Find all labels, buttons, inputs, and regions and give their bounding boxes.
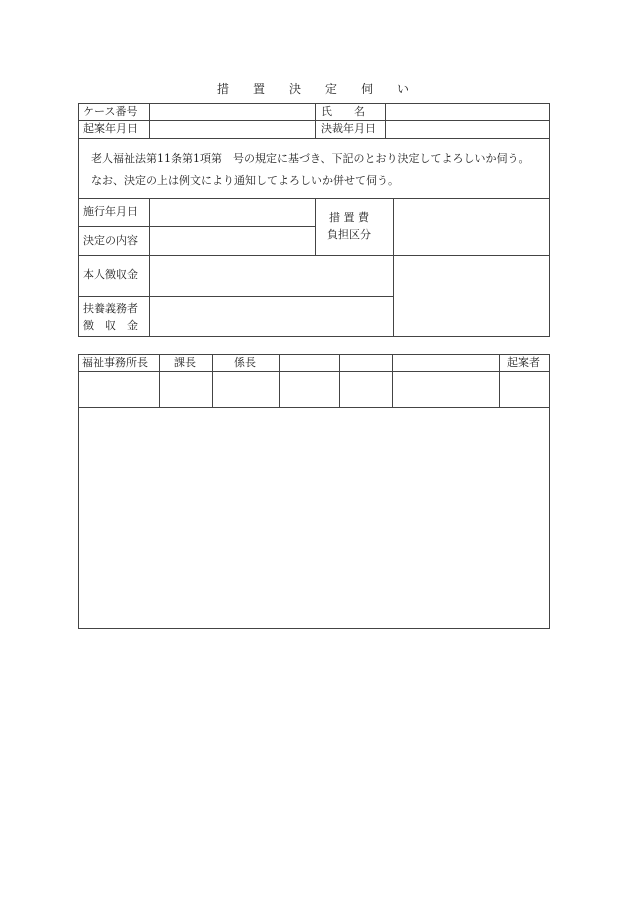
- seal-box-blank-2[interactable]: [340, 372, 392, 407]
- self-collection-label: 本人徴収金: [83, 268, 138, 281]
- cost-category-label-line1: 措 置 費: [329, 211, 369, 224]
- request-paragraph-line1: 老人福祉法第11条第1項第 号の規定に基づき、下記のとおり決定してよろしいか伺う。: [91, 152, 530, 165]
- decision-form: [78, 103, 550, 337]
- draft-date-field[interactable]: [150, 121, 315, 138]
- seal-box-subsection-chief[interactable]: [213, 372, 279, 407]
- supporter-collection-label-line2: 徴 収 金: [83, 319, 138, 332]
- seal-box-office-director[interactable]: [79, 372, 159, 407]
- header-office-director: 福祉事務所長: [82, 356, 148, 369]
- draft-date-label: 起案年月日: [83, 122, 138, 135]
- decision-content-field[interactable]: [150, 227, 315, 255]
- row-divider: [79, 138, 549, 139]
- enforcement-date-field[interactable]: [150, 199, 315, 226]
- enforcement-date-label: 施行年月日: [83, 205, 138, 218]
- decision-date-field[interactable]: [386, 121, 549, 138]
- name-label: 氏 名: [321, 105, 365, 118]
- decision-date-label: 決裁年月日: [321, 122, 376, 135]
- seal-box-section-chief[interactable]: [160, 372, 212, 407]
- page-title: 措置決定伺い: [216, 82, 433, 96]
- request-paragraph-line2: なお、決定の上は例文により通知してよろしいか併せて伺う。: [91, 174, 399, 187]
- col-divider: [315, 198, 316, 255]
- cost-category-label-line2: 負担区分: [327, 228, 371, 241]
- notes-area[interactable]: [79, 408, 549, 628]
- header-section-chief: 課長: [174, 356, 196, 369]
- header-subsection-chief: 係長: [234, 356, 256, 369]
- name-field[interactable]: [386, 104, 549, 120]
- seal-box-drafter[interactable]: [500, 372, 549, 407]
- seal-box-blank-3[interactable]: [393, 372, 499, 407]
- cost-category-field[interactable]: [394, 199, 549, 255]
- supporter-collection-field[interactable]: [150, 297, 393, 336]
- case-number-field[interactable]: [150, 104, 315, 120]
- col-divider: [315, 104, 316, 138]
- supporter-collection-label-line1: 扶養義務者: [83, 302, 138, 315]
- case-number-label: ケース番号: [83, 105, 138, 118]
- decision-content-label: 決定の内容: [83, 234, 138, 247]
- self-collection-field[interactable]: [150, 256, 393, 296]
- collection-remarks-field[interactable]: [394, 256, 549, 336]
- seal-box-blank-1[interactable]: [280, 372, 339, 407]
- header-drafter: 起案者: [507, 356, 540, 369]
- approval-table: [78, 354, 550, 629]
